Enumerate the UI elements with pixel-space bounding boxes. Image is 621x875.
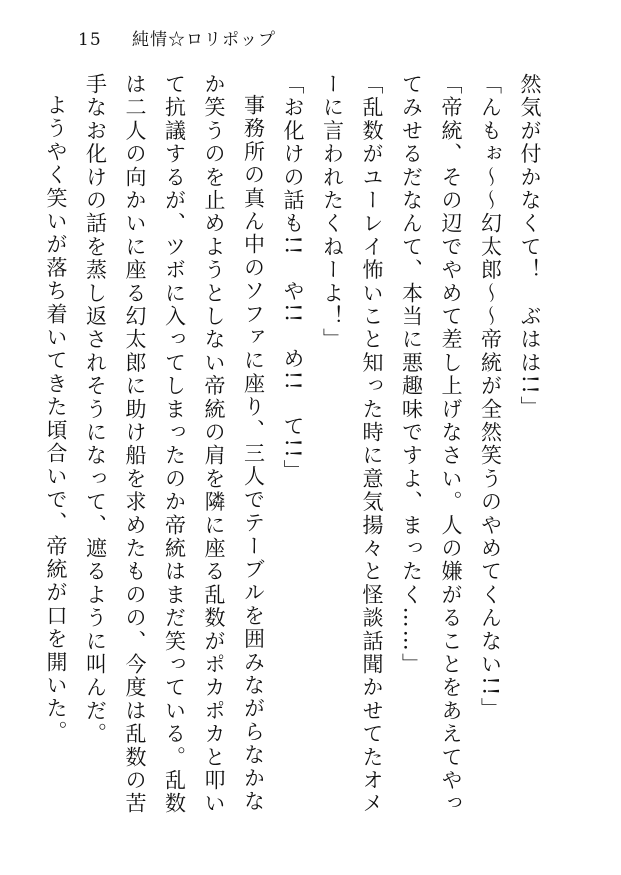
dialogue-ramuda-1: 「んもぉ～～幻太郎～～帝統が全然笑うのやめてくんない!!」	[478, 73, 503, 721]
dialogue-dice: 「乱数がユーレイ怖いこと知った時に意気揚々と怪談話聞かせてたオメーに言われたくねーよ！」	[320, 73, 384, 816]
vertical-text-body	[44, 73, 549, 833]
running-header	[78, 30, 276, 50]
narration-paragraph-2: ようやく笑いが落ち着いてきた頃合いで、帝統が口を開いた。	[44, 94, 68, 744]
dialogue-gentaro: 「帝統、その辺でやめて差し上げなさい。人の嫌がることをあえてやってみせるだなんて、本当に悪趣味ですよ、まったく……」	[399, 73, 463, 816]
dialogue-ramuda-2: 「お化けの話も!! や!! め!! て!!」	[281, 73, 305, 483]
narration-paragraph-1: 事務所の真ん中のソファに座り、三人でテーブルを囲みながらなかなか笑うのを止めようとしない帝統の肩を隣に座る乱数がポカポカと叩いて抗議するが、ツボに入ってしまったのか帝統はまだ笑っている。乱数は二人の向かいに座る幻太郎に助け船を求めたものの、今度は乱数の苦手なお化けの話を蒸し返されそうになって、遮るように叫んだ。	[83, 73, 266, 816]
paragraph-continuation: 然気が付かなくて！ ぶはは!!」	[518, 73, 542, 420]
page-number: 15	[78, 30, 102, 50]
book-title: 純情☆ロリポップ	[132, 30, 277, 50]
